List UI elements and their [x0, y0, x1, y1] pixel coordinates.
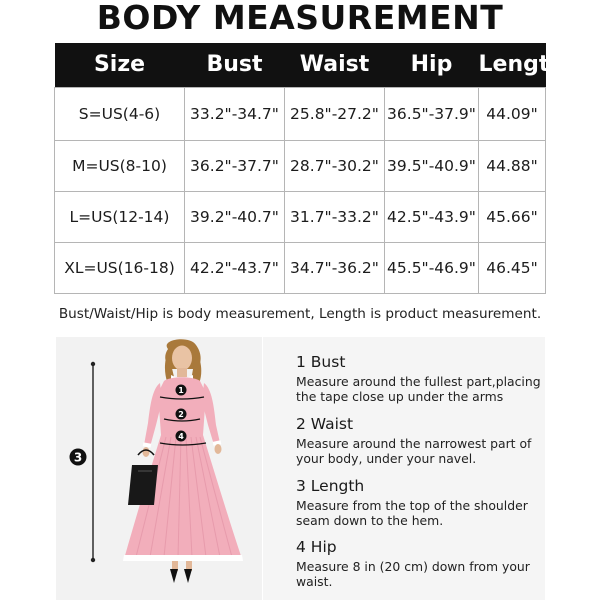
waist-cell: 34.7"-36.2" [285, 242, 385, 293]
hip-cell: 45.5"-46.9" [385, 242, 479, 293]
measurement-guide-panel [263, 337, 545, 600]
waist-marker-label: 2 [178, 410, 184, 420]
guide-item-waist [296, 415, 546, 466]
left-shoe [170, 569, 178, 583]
face-shape [172, 346, 192, 371]
length-cell: 45.66" [479, 191, 546, 242]
length-marker-label: 3 [73, 450, 83, 465]
table-row [55, 87, 546, 140]
length-cell: 44.09" [479, 87, 546, 140]
bust-cell: 39.2"-40.7" [185, 191, 285, 242]
guide-item-hip [296, 538, 546, 589]
hip-cell: 42.5"-43.9" [385, 191, 479, 242]
guide-description: Measure 8 in (20 cm) down from your waist. [296, 559, 530, 589]
measurement-note: Bust/Waist/Hip is body measurement, Length is product measurement. [58, 306, 542, 322]
guide-description: Measure around the narrowest part of your body, under your navel. [296, 436, 532, 466]
size-cell: XL=US(16-18) [55, 242, 185, 293]
table-row [55, 140, 546, 191]
waist-cell: 28.7"-30.2" [285, 140, 385, 191]
guide-description: Measure from the top of the shoulder seam down to the hem. [296, 498, 528, 528]
hip-cell: 36.5"-37.9" [385, 87, 479, 140]
length-marker [70, 449, 87, 466]
length-cell: 44.88" [479, 140, 546, 191]
waist-cell: 31.7"-33.2" [285, 191, 385, 242]
table-header-row [55, 43, 546, 87]
table-row [55, 191, 546, 242]
guide-title: 1 Bust [296, 353, 346, 371]
length-line-top-dot [91, 362, 95, 366]
right-sleeve [202, 383, 220, 445]
model-figure-panel [56, 337, 262, 600]
header-hip: Hip [385, 43, 479, 87]
bust-marker-label: 1 [178, 386, 184, 396]
size-chart-table [54, 43, 566, 294]
guide-title: 2 Waist [296, 415, 354, 433]
guide-title: 3 Length [296, 477, 365, 495]
header-length: Length [479, 43, 546, 87]
waist-marker [176, 409, 187, 420]
model-figure [56, 337, 262, 600]
size-cell: L=US(12-14) [55, 191, 185, 242]
hip-cell: 39.5"-40.9" [385, 140, 479, 191]
guide-item-bust [296, 353, 546, 404]
right-shoe [184, 569, 192, 583]
header-size: Size [55, 43, 185, 87]
bust-marker [176, 385, 187, 396]
left-sleeve [144, 383, 162, 447]
length-line-bottom-dot [91, 558, 95, 562]
length-cell: 46.45" [479, 242, 546, 293]
hip-marker-label: 4 [178, 432, 184, 442]
page-title: BODY MEASUREMENT [96, 0, 504, 37]
guide-description: Measure around the fullest part,placing the tape close up under the arms [296, 374, 541, 404]
hip-marker [176, 431, 187, 442]
dress-hem [123, 555, 243, 561]
header-waist: Waist [285, 43, 385, 87]
size-cell: M=US(8-10) [55, 140, 185, 191]
header-bust: Bust [185, 43, 285, 87]
guide-item-length [296, 477, 546, 528]
bust-cell: 36.2"-37.7" [185, 140, 285, 191]
bust-cell: 42.2"-43.7" [185, 242, 285, 293]
table-row [55, 242, 546, 293]
waist-cell: 25.8"-27.2" [285, 87, 385, 140]
bust-cell: 33.2"-34.7" [185, 87, 285, 140]
size-cell: S=US(4-6) [55, 87, 185, 140]
guide-title: 4 Hip [296, 538, 337, 556]
